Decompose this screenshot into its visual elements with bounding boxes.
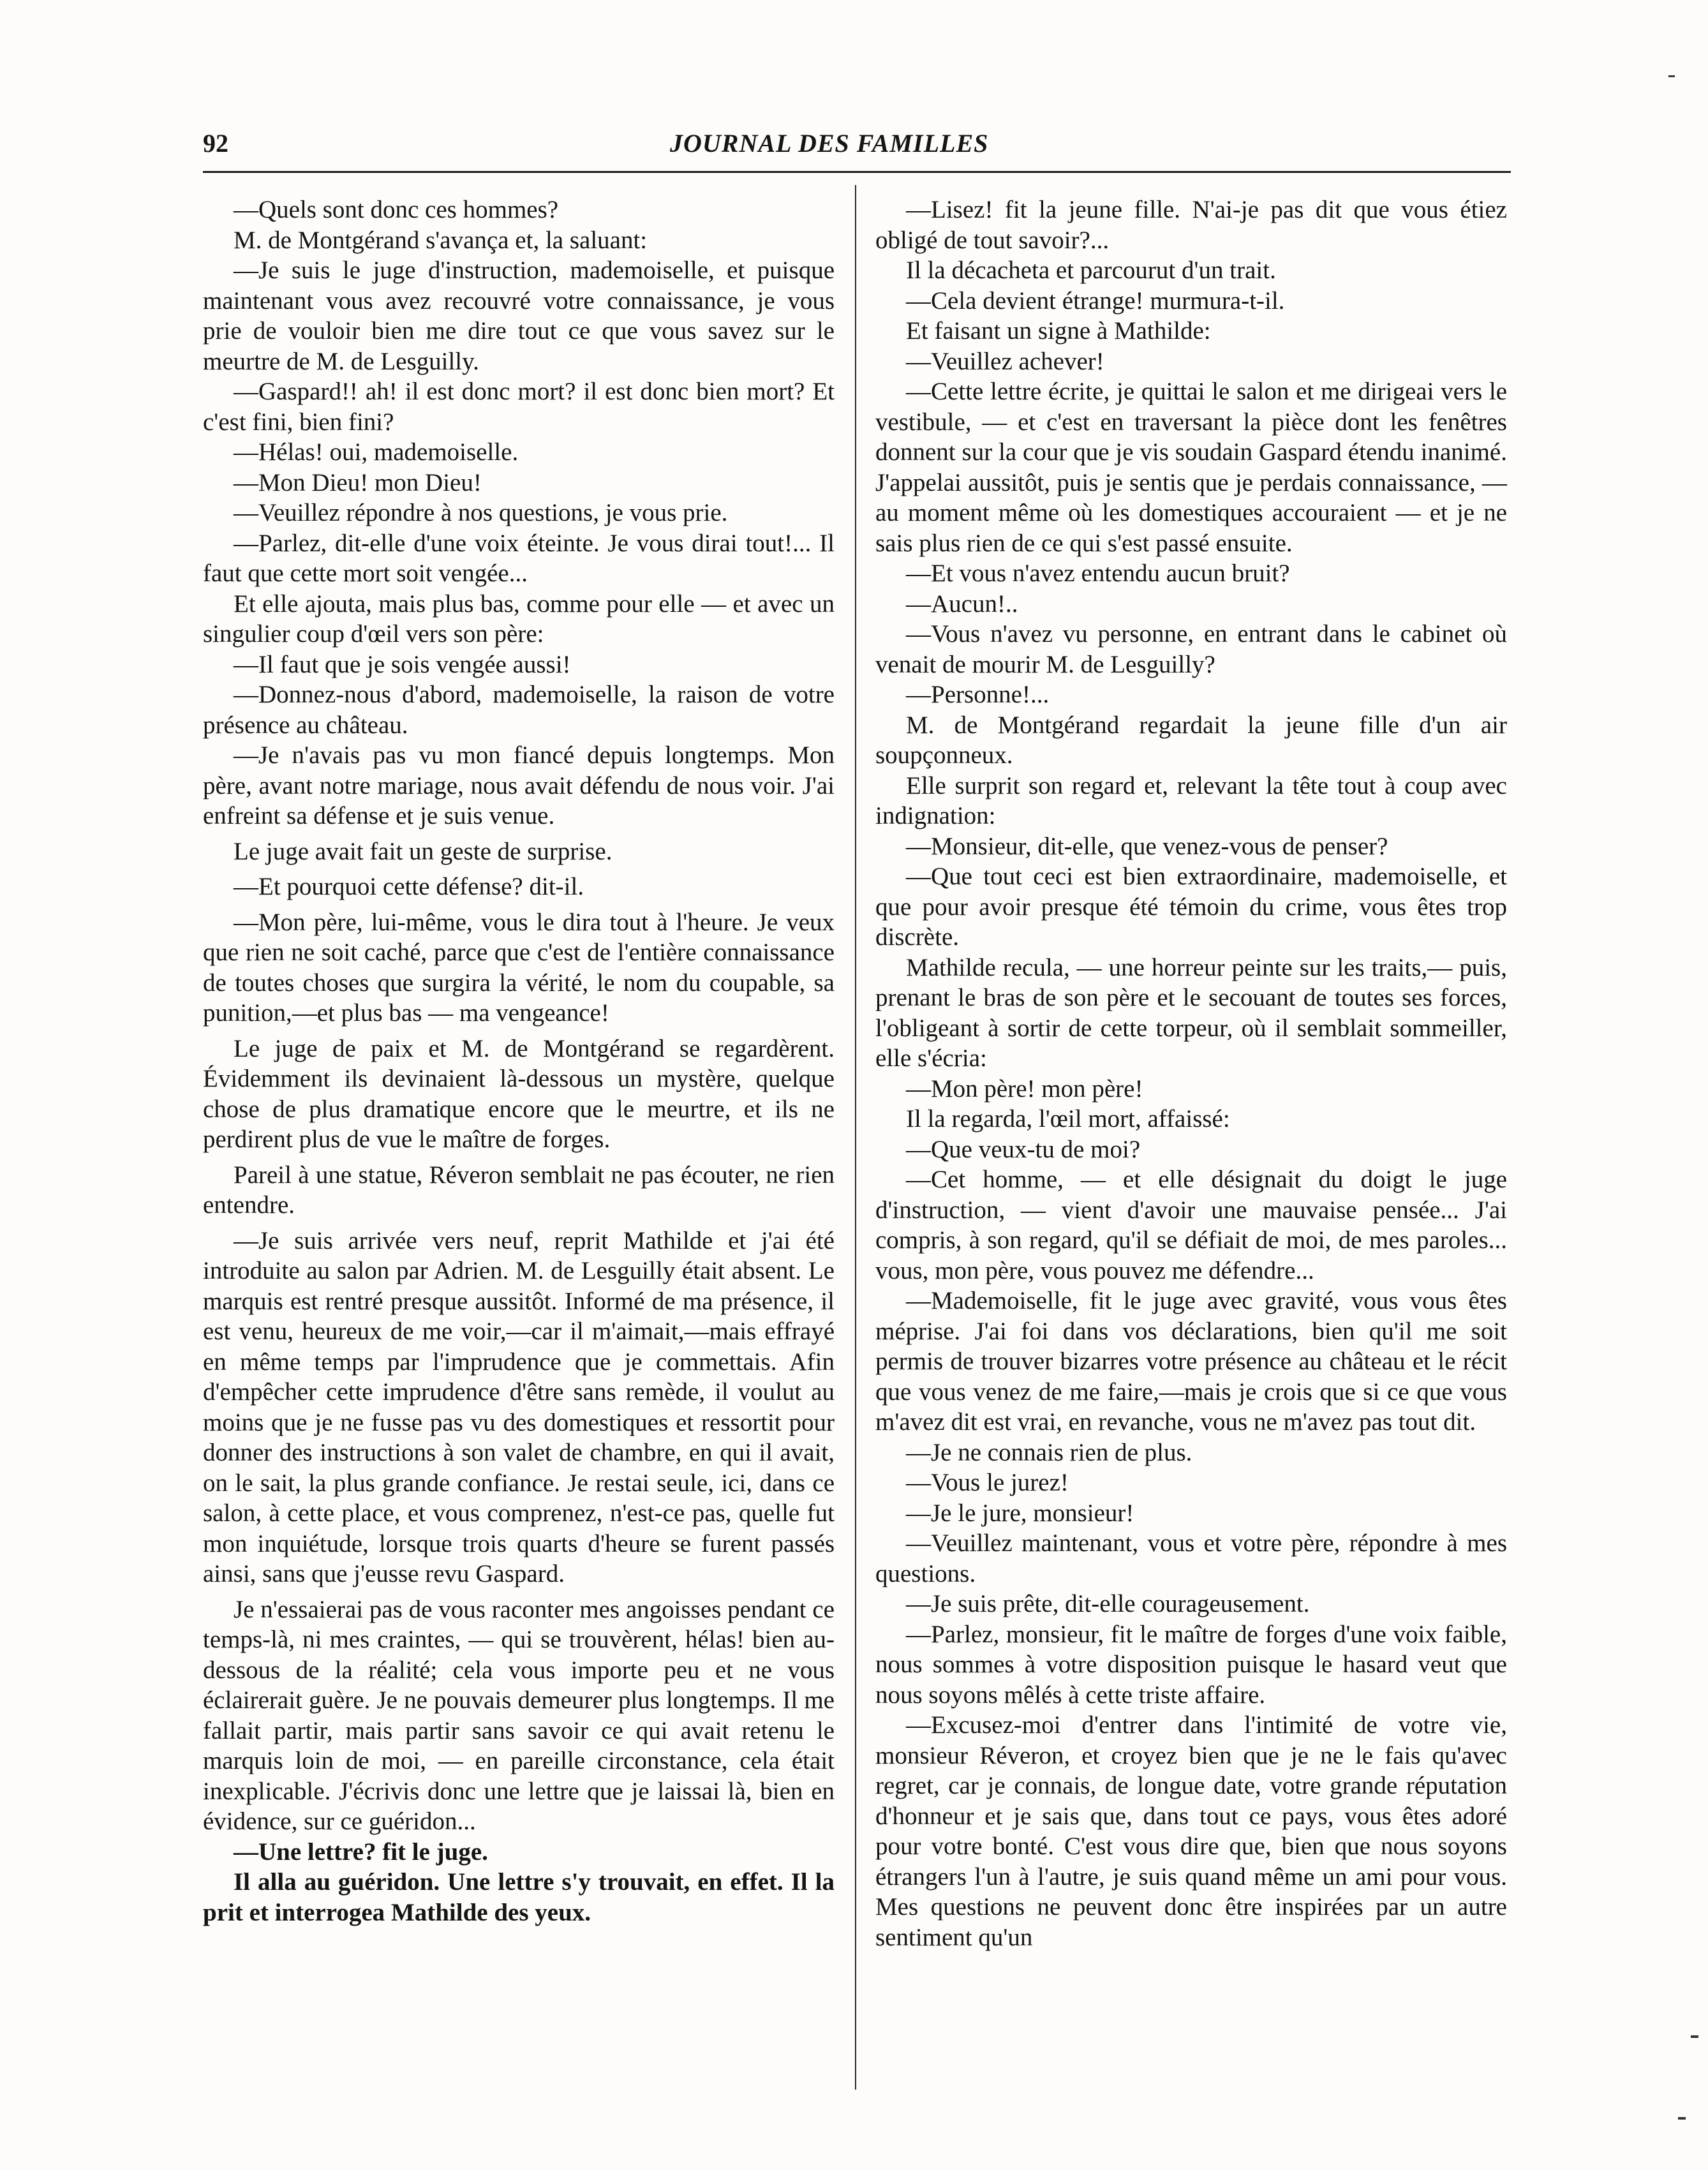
paragraph: Il la regarda, l'œil mort, affaissé: (906, 1105, 1230, 1133)
paragraph: —Mademoiselle, fit le juge avec gravité, vous vous êtes méprise. J'ai foi dans vos déclarations, bien qu'il me soit permis de trouver bizarres votre présence au château et le récit que vous venez de me faire,—mais je crois que si ce que vous m'avez dit est vrai, en revanche, vous ne m'avez pas tout dit. (875, 1287, 1507, 1436)
paragraph: —Parlez, dit-elle d'une voix éteinte. Je vous dirai tout!... Il faut que cette mort soit vengée... (203, 529, 835, 587)
paragraph: Mathilde recula, — une horreur peinte sur les traits,— puis, prenant le bras de son père et le secouant de toutes ses forces, l'obligeant à sortir de cette torpeur, où il semblait sommeiller, elle s'écria: (875, 953, 1507, 1072)
paragraph: —Veuillez achever! (906, 347, 1104, 375)
paragraph: —Que veux-tu de moi? (906, 1135, 1141, 1163)
paragraph: —Cet homme, — et elle désignait du doigt le juge d'instruction, — vient d'avoir une mauvaise pensée... J'ai compris, à son regard, qu'il se défiait de moi, de mes paroles... vous, mon père, vous pouvez me défendre... (875, 1166, 1507, 1284)
print-speck (1668, 75, 1675, 77)
paragraph: —Aucun!.. (906, 590, 1018, 618)
paragraph: —Que tout ceci est bien extraordinaire, mademoiselle, et que pour avoir presque été témoin du crime, vous êtes trop discrète. (875, 863, 1507, 951)
paragraph: —Hélas! oui, mademoiselle. (234, 438, 519, 466)
paragraph: Je n'essaierai pas de vous raconter mes angoisses pendant ce temps-là, ni mes craintes, — qui se trouvèrent, hélas! bien au-dessous de la réalité; cela vous importe peu et ne vous éclairerait guère. Je ne pouvais demeurer plus longtemps. Il me fallait partir, mais partir sans savoir ce qui avait retenu le marquis loin de moi, — en pareille circonstance, cela était inexplicable. J'écrivis donc une lettre que je laissai là, bien en évidence, sur ce guéridon... (203, 1595, 835, 1835)
paragraph: —Excusez-moi d'entrer dans l'intimité de votre vie, monsieur Réveron, et croyez bien que je ne le fais qu'avec regret, car je connais, de longue date, votre grande réputation d'honneur et je sais que, dans tout ce pays, vous êtes adoré pour votre bonté. C'est vous dire que, bien que nous soyons étrangers l'un à l'autre, je suis quand même un ami pour vous. Mes questions ne peuvent donc être inspirées par un autre sentiment qu'un (875, 1711, 1507, 1951)
paragraph: —Cette lettre écrite, je quittai le salon et me dirigeai vers le vestibule, — et c'est en traversant la pièce dont les fenêtres donnent sur la cour que je vis soudain Gaspard étendu inanimé. J'appelai aussitôt, puis je sentis que je perdais connaissance, — au moment même où les domestiques accouraient — et je ne sais plus rien de ce qui s'est passé ensuite. (875, 378, 1507, 557)
right-column (875, 195, 1507, 1952)
paragraph: —Je n'avais pas vu mon fiancé depuis longtemps. Mon père, avant notre mariage, nous avait défendu de nous voir. J'ai enfreint sa défense et je suis venue. (203, 741, 835, 829)
paragraph: —Je suis prête, dit-elle courageusement. (906, 1590, 1310, 1617)
paragraph: Il alla au guéridon. Une lettre s'y trouvait, en effet. Il la prit et interrogea Mathilde des yeux. (203, 1868, 835, 1926)
paragraph: —Parlez, monsieur, fit le maître de forges d'une voix faible, nous sommes à votre disposition puisque le hasard veut que nous soyons mêlés à cette triste affaire. (875, 1620, 1507, 1709)
paragraph: —Personne!... (906, 681, 1050, 708)
paragraph: —Je suis arrivée vers neuf, reprit Mathilde et j'ai été introduite au salon par Adrien. M. de Lesguilly était absent. Le marquis est rentré presque aussitôt. Informé de ma présence, il est venu, heureux de me voir,—car il m'aimait,—mais effrayé en même temps par l'imprudence que je commettais. Afin d'empêcher cette imprudence d'être sans remède, il voulut au moins que je ne fusse pas vu des domestiques et ressortit pour donner des instructions à son valet de chambre, en qui il avait, on le sait, la plus grande confiance. Je restai seule, ici, dans ce salon, à cette place, et vous comprenez, n'est-ce pas, quelle fut mon inquiétude, lorsque trois quarts d'heure se furent passés ainsi, sans que j'eusse revu Gaspard. (203, 1226, 835, 1587)
paragraph: —Mon Dieu! mon Dieu! (234, 468, 482, 496)
paragraph: Et elle ajouta, mais plus bas, comme pour elle — et avec un singulier coup d'œil vers son père: (203, 590, 835, 648)
paragraph: —Monsieur, dit-elle, que venez-vous de penser? (906, 832, 1388, 860)
paragraph: Le juge de paix et M. de Montgérand se regardèrent. Évidemment ils devinaient là-dessous un mystère, quelque chose de plus dramatique encore que le meurtre, et ils ne perdirent plus de vue le maître de forges. (203, 1034, 835, 1153)
paragraph: —Une lettre? fit le juge. (234, 1838, 488, 1866)
paragraph: —Mon père, lui-même, vous le dira tout à l'heure. Je veux que rien ne soit caché, parce que c'est de l'entière connaissance de toutes choses que surgira la vérité, le nom du coupable, sa punition,—et plus bas — ma vengeance! (203, 908, 835, 1027)
paragraph: Elle surprit son regard et, relevant la tête tout à coup avec indignation: (875, 771, 1507, 829)
paragraph: —Il faut que je sois vengée aussi! (234, 650, 571, 678)
paragraph: M. de Montgérand s'avança et, la saluant: (234, 226, 648, 254)
paragraph: —Vous n'avez vu personne, en entrant dans le cabinet où venait de mourir M. de Lesguilly? (875, 620, 1507, 678)
paragraph: M. de Montgérand regardait la jeune fille d'un air soupçonneux. (875, 711, 1507, 769)
paragraph: —Lisez! fit la jeune fille. N'ai-je pas dit que vous étiez obligé de tout savoir?... (875, 196, 1507, 254)
paragraph: —Et pourquoi cette défense? dit-il. (234, 873, 584, 900)
paragraph: —Gaspard!! ah! il est donc mort? il est donc bien mort? Et c'est fini, bien fini? (203, 378, 835, 436)
paragraph: Le juge avait fait un geste de surprise. (234, 837, 613, 865)
paragraph: —Veuillez répondre à nos questions, je vous prie. (234, 499, 728, 526)
column-divider (855, 185, 856, 2090)
paragraph: —Quels sont donc ces hommes? (234, 196, 559, 223)
paragraph: —Cela devient étrange! murmura-t-il. (906, 286, 1285, 315)
page-number: 92 (203, 129, 228, 158)
running-title: JOURNAL DES FAMILLES (670, 129, 989, 158)
paragraph: —Donnez-nous d'abord, mademoiselle, la raison de votre présence au château. (203, 681, 835, 739)
paragraph: —Je ne connais rien de plus. (906, 1438, 1192, 1466)
paragraph: Il la décacheta et parcourut d'un trait. (906, 256, 1276, 284)
paragraph: —Vous le jurez! (906, 1469, 1069, 1496)
left-column (203, 195, 835, 1928)
header-rule (203, 171, 1511, 173)
print-speck (1691, 2035, 1698, 2038)
paragraph: Pareil à une statue, Réveron semblait ne pas écouter, ne rien entendre. (203, 1161, 835, 1219)
paragraph: —Mon père! mon père! (906, 1074, 1143, 1103)
paragraph: —Et vous n'avez entendu aucun bruit? (906, 560, 1290, 587)
print-speck (1678, 2117, 1686, 2120)
paragraph: Et faisant un signe à Mathilde: (906, 317, 1211, 345)
paragraph: —Je suis le juge d'instruction, mademoiselle, et puisque maintenant vous avez recouvré votre connaissance, je vous prie de vouloir bien me dire tout ce que vous savez sur le meurtre de M. de Lesguilly. (203, 256, 835, 375)
paragraph: —Je le jure, monsieur! (906, 1499, 1134, 1527)
paragraph: —Veuillez maintenant, vous et votre père, répondre à mes questions. (875, 1529, 1507, 1587)
